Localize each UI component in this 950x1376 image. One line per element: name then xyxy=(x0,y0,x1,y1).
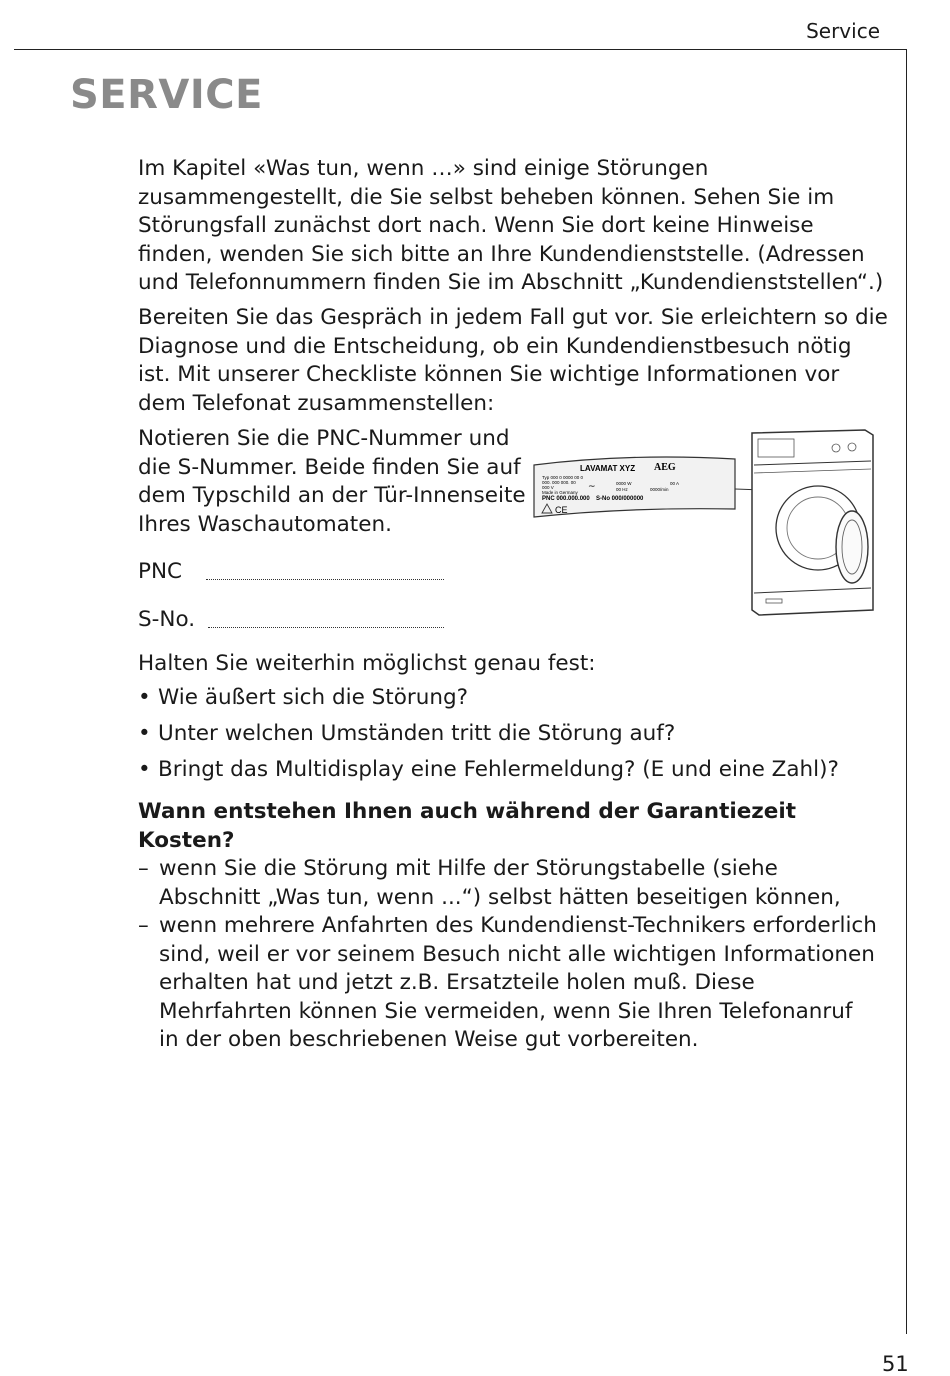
bullet-glyph: • xyxy=(138,685,151,710)
washing-machine-icon xyxy=(752,430,873,615)
plate-brand-logo: AEG xyxy=(654,462,676,473)
plate-freq: 00 Hz xyxy=(616,487,628,492)
dash-glyph: – xyxy=(138,856,149,881)
list-item-text: Wie äußert sich die Störung? xyxy=(158,685,469,710)
checklist xyxy=(138,684,839,792)
list-item xyxy=(138,756,839,792)
plate-fuse: 00 A xyxy=(670,481,680,486)
sno-label: S-No. xyxy=(138,607,196,632)
list-item-text: Unter welchen Umständen tritt die Störung auf? xyxy=(158,721,676,746)
list-item xyxy=(138,720,839,756)
pnc-field xyxy=(138,559,182,584)
sno-field xyxy=(138,607,195,632)
plate-power: 0000 W xyxy=(616,481,632,486)
checklist-intro: Halten Sie weiterhin möglichst genau fest: xyxy=(138,651,596,676)
plate-sno: S-No 000/000000 xyxy=(596,496,644,502)
page-title: SERVICE xyxy=(70,72,263,118)
warranty-section xyxy=(138,798,878,1055)
bullet-glyph: • xyxy=(138,721,151,746)
rating-plate-illustration xyxy=(530,425,890,620)
warranty-list xyxy=(138,855,878,1055)
rating-plate-paragraph: Notieren Sie die PNC-Nummer und die S-Nummer. Beide finden Sie auf dem Typschild an der Tür-Innenseite Ihres Waschautomaten. xyxy=(138,426,526,537)
plate-speed: 0000/min xyxy=(650,487,669,492)
pnc-label: PNC xyxy=(138,559,183,584)
plate-model: LAVAMAT XYZ xyxy=(580,464,636,473)
list-item-text: wenn mehrere Anfahrten des Kundendienst-Technikers erforderlich sind, weil er vor seinem Besuch nicht alle wichtigen Informationen erhalten hat und jetzt z.B. Ersatzteile holen muß. Diese Mehrfahrten können Sie vermeiden, wenn Sie Ihren Telefonanruf in der oben beschriebenen Weise gut vorbereiten. xyxy=(159,913,877,1052)
list-item xyxy=(138,912,878,1055)
plate-line-4: Made in Germany xyxy=(542,490,578,495)
header-rule xyxy=(14,49,907,50)
plate-line-3: 000 V xyxy=(542,485,554,490)
dash-glyph: – xyxy=(138,913,149,938)
bullet-glyph: • xyxy=(138,757,151,782)
plate-line-1: Typ 000 0 0000 00 0 xyxy=(542,475,584,480)
page-number: 51 xyxy=(882,1352,909,1376)
running-head: Service xyxy=(806,19,880,43)
plate-line-2: 000. 000 000. 00 xyxy=(542,480,576,485)
plate-ce-mark: CE xyxy=(555,505,568,515)
preparation-paragraph: Bereiten Sie das Gespräch in jedem Fall gut vor. Sie erleichtern so die Diagnose und die Entscheidung, ob ein Kundendienstbesuch nötig ist. Mit unserer Checkliste können Sie wichtige Informationen vor dem Telefonat zusammenstellen: xyxy=(138,305,888,416)
warranty-heading: Wann entstehen Ihnen auch während der Garantiezeit Kosten? xyxy=(138,799,797,853)
pnc-dotted-line xyxy=(206,579,444,580)
plate-tilde-icon: ~ xyxy=(588,482,596,492)
list-item xyxy=(138,684,839,720)
sno-dotted-line xyxy=(208,627,444,628)
right-margin-rule xyxy=(906,49,907,1334)
intro-paragraph: Im Kapitel «Was tun, wenn …» sind einige Störungen zusammengestellt, die Sie selbst beheben können. Sehen Sie im Störungsfall zunächst dort nach. Wenn Sie dort keine Hinweise finden, wenden Sie sich bitte an Ihre Kundendienststelle. (Adressen und Telefonnummern finden Sie im Abschnitt „Kundendienststellen“.) xyxy=(138,156,884,295)
list-item-text: wenn Sie die Störung mit Hilfe der Störungstabelle (siehe Abschnitt „Was tun, wenn ...“) selbst hätten beseitigen können, xyxy=(159,856,841,910)
list-item-text: Bringt das Multidisplay eine Fehlermeldung? (E und eine Zahl)? xyxy=(158,757,839,782)
list-item xyxy=(138,855,878,912)
plate-pnc: PNC 000.000.000 xyxy=(542,496,590,502)
